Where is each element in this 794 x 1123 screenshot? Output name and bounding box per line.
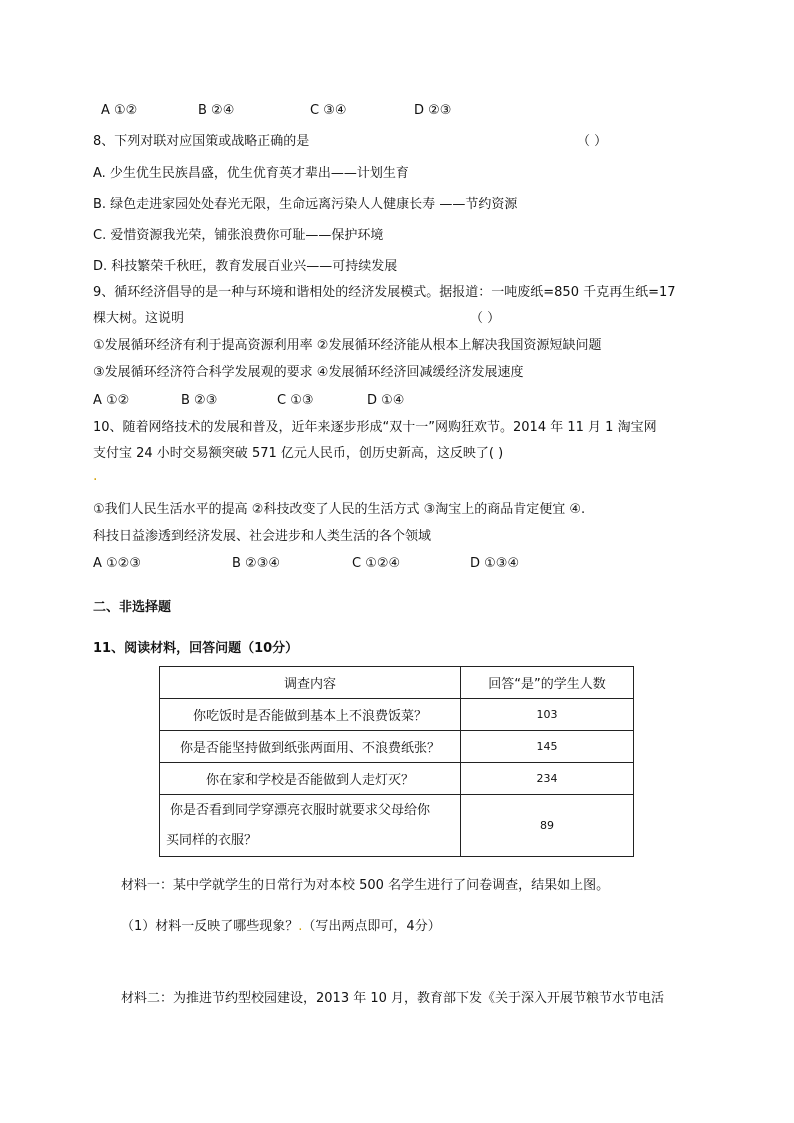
table-cell-question-line2: 买同样的衣服？: [166, 832, 258, 848]
q10-option-d: D ①③④: [470, 556, 520, 571]
survey-table: [159, 666, 634, 857]
q9-stem-line2: 棵大树。这说明: [93, 311, 185, 326]
q9-option-c: C ①③: [277, 393, 314, 408]
table-header-row: [160, 667, 634, 699]
q8-option-c: C. 爱惜资源我光荣，铺张浪费你可耻——保护环境: [93, 228, 384, 243]
q9-statement-line2: ③发展循环经济符合科学发展观的要求 ④发展循环经济回减缓经济发展速度: [93, 365, 524, 380]
table-cell-count: 89: [461, 795, 634, 857]
q8-answer-bracket: （ ）: [577, 134, 608, 149]
table-cell-count: 145: [461, 731, 634, 763]
q7-option-d: D ②③: [414, 103, 452, 118]
table-header-content: 调查内容: [160, 667, 461, 699]
q7-option-c: C ③④: [310, 103, 347, 118]
q10-stem-line1: 10、随着网络技术的发展和普及，近年来逐步形成“双十一”网购狂欢节。2014 年 11 月 1 淘宝网: [93, 420, 657, 435]
table-cell-question: [160, 795, 461, 857]
q9-stem-line1: 9、循环经济倡导的是一种与环境和谐相处的经济发展模式。据报道：一吨废纸=850 千克再生纸=17: [93, 285, 676, 300]
q7-option-b: B ②④: [198, 103, 235, 118]
stray-dot-mark: ·: [93, 472, 98, 488]
table-header-count: 回答“是”的学生人数: [461, 667, 634, 699]
q8-option-b: B. 绿色走进家园处处春光无限，生命远离污染人人健康长寿 ——节约资源: [93, 197, 518, 212]
table-row: [160, 795, 634, 857]
section-title: 二、非选择题: [93, 600, 172, 615]
q8-option-d: D. 科技繁荣千秋旺，教育发展百业兴——可持续发展: [93, 259, 398, 274]
q10-option-b: B ②③④: [232, 556, 281, 571]
stray-dot-mark: .: [298, 919, 303, 934]
q8-option-a: A. 少生优生民族昌盛，优生优育英才辈出——计划生育: [93, 166, 409, 181]
table-row: [160, 731, 634, 763]
sub-question-1-note: （写出两点即可，4分）: [302, 919, 441, 934]
q10-stem-line2: 支付宝 24 小时交易额突破 571 亿元人民币，创历史新高，这反映了( ): [93, 446, 504, 461]
table-cell-question-line1: 你是否看到同学穿漂亮衣服时就要求父母给你: [170, 802, 431, 818]
q10-statement-line2: 科技日益渗透到经济发展、社会进步和人类生活的各个领域: [93, 529, 432, 544]
sub-question-1: [121, 919, 441, 935]
table-cell-count: 234: [461, 763, 634, 795]
q11-stem: [93, 641, 298, 657]
q9-answer-bracket: （ ）: [470, 311, 501, 326]
material-two: 材料二：为推进节约型校园建设，2013 年 10 月，教育部下发《关于深入开展节粮节水节电活: [121, 991, 665, 1006]
q11-stem-text: 11、阅读材料，回答问题（10分）: [93, 641, 299, 656]
table-cell-count: 103: [461, 699, 634, 731]
sub-question-1-text: （1）材料一反映了哪些现象？: [121, 919, 299, 934]
q10-option-a: A ①②③: [93, 556, 141, 571]
table-cell-question: 你吃饭时是否能做到基本上不浪费饭菜？: [160, 699, 461, 731]
q10-statement-line1: ①我们人民生活水平的提高 ②科技改变了人民的生活方式 ③淘宝上的商品肯定便宜 ④.: [93, 502, 586, 517]
q10-option-c: C ①②④: [352, 556, 401, 571]
table-cell-question: 你在家和学校是否能做到人走灯灭？: [160, 763, 461, 795]
q9-option-d: D ①④: [367, 393, 405, 408]
table-row: [160, 763, 634, 795]
material-one: 材料一：某中学就学生的日常行为对本校 500 名学生进行了问卷调查，结果如上图。: [121, 878, 610, 893]
q9-statement-line1: ①发展循环经济有利于提高资源利用率 ②发展循环经济能从根本上解决我国资源短缺问题: [93, 338, 602, 353]
table-row: [160, 699, 634, 731]
table-cell-question: 你是否能坚持做到纸张两面用、不浪费纸张？: [160, 731, 461, 763]
q7-option-a: A ①②: [101, 103, 138, 118]
q8-stem: 8、下列对联对应国策或战略正确的是: [93, 134, 310, 149]
q9-option-b: B ②③: [181, 393, 218, 408]
q9-option-a: A ①②: [93, 393, 130, 408]
